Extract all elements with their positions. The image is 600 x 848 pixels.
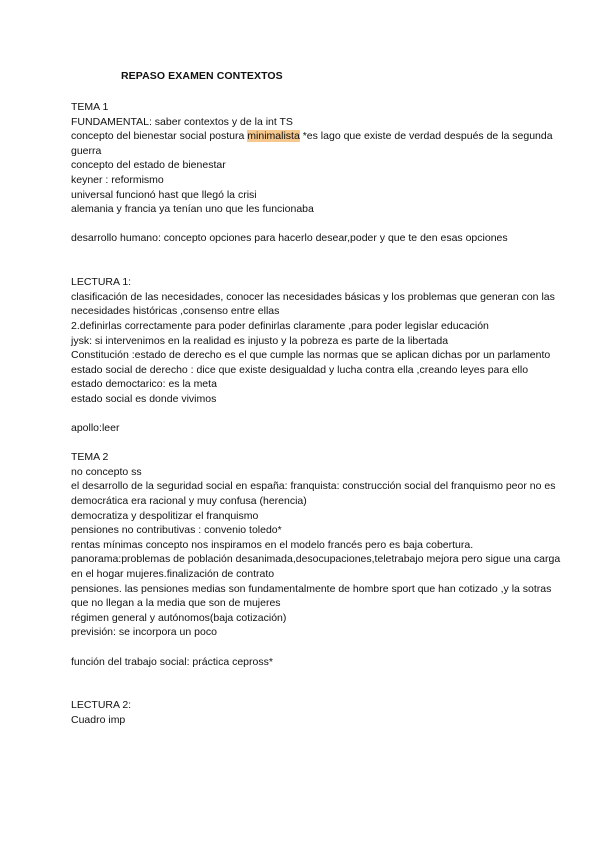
concepto-prefix: concepto del bienestar social postura	[71, 130, 248, 143]
text-line: estado social de derecho : dice que existe desigualdad y lucha contra ella ,creando leyes para ello	[71, 363, 529, 376]
text-line: universal funcionó hast que llegó la crisi	[71, 188, 257, 201]
text-line: alemania y francia ya tenían uno que les funcionaba	[71, 203, 314, 216]
text-line: previsión: se incorpora un poco	[71, 626, 217, 639]
concepto-bienestar-line	[71, 129, 571, 158]
section-heading-tema-1: TEMA 1	[71, 101, 109, 113]
section-heading-lectura-1: LECTURA 1:	[71, 276, 132, 289]
text-line: jysk: si intervenimos en la realidad es injusto y la pobreza es parte de la libertada	[71, 334, 449, 347]
text-line: régimen general y autónomos(baja cotización)	[71, 611, 287, 624]
text-line: democratiza y despolitizar el franquismo	[71, 509, 259, 522]
text-line: rentas mínimas concepto nos inspiramos en el modelo francés pero es baja cobertura.	[71, 538, 474, 551]
text-line: Cuadro imp	[71, 713, 126, 726]
text-line: estado democtarico: es la meta	[71, 378, 217, 391]
text-line: clasificación de las necesidades, conocer las necesidades básicas y los problemas que generan con las necesidades históricas ,consenso entre ellas	[71, 290, 555, 318]
text-line: pensiones. las pensiones medias son fundamentalmente de hombre sport que han cotizado ,y la sotras que no llegan a la media que son de mujeres	[71, 582, 552, 610]
fundamental-line: FUNDAMENTAL: saber contextos y de la int TS	[71, 115, 293, 128]
apollo-line: apollo:leer	[71, 422, 120, 435]
text-line: el desarrollo de la seguridad social en españa: franquista: construcción social del franquismo peor no es democrática era racional y muy confusa (herencia)	[71, 480, 556, 508]
text-line: keyner : reformismo	[71, 173, 164, 186]
desarrollo-humano-line: desarrollo humano: concepto opciones para hacerlo desear,poder y que te den esas opciones	[71, 232, 508, 245]
document-body	[71, 100, 571, 728]
concepto-suffix: *es lago que existe de verdad después de la segunda guerra	[71, 130, 553, 157]
text-line: estado social es donde vivimos	[71, 392, 217, 405]
highlighted-word: minimalista	[247, 130, 300, 143]
text-line: concepto del estado de bienestar	[71, 159, 226, 172]
funcion-trabajo-social-line: función del trabajo social: práctica cepross*	[71, 655, 273, 668]
section-heading-tema-2: TEMA 2	[71, 451, 109, 464]
text-line: Constitución :estado de derecho es el que cumple las normas que se aplican dichas por un parlamento	[71, 349, 551, 362]
page-title: REPASO EXAMEN CONTEXTOS	[121, 70, 283, 82]
text-line: no concepto ss	[71, 465, 142, 478]
text-line: 2.definirlas correctamente para poder definirlas claramente ,para poder legislar educación	[71, 319, 489, 332]
section-heading-lectura-2: LECTURA 2:	[71, 699, 132, 712]
text-line: panorama:problemas de población desanimada,desocupaciones,teletrabajo mejora pero sigue una carga en el hogar mujeres.finalización de contrato	[71, 553, 561, 580]
text-line: pensiones no contributivas : convenio toledo*	[71, 524, 282, 537]
